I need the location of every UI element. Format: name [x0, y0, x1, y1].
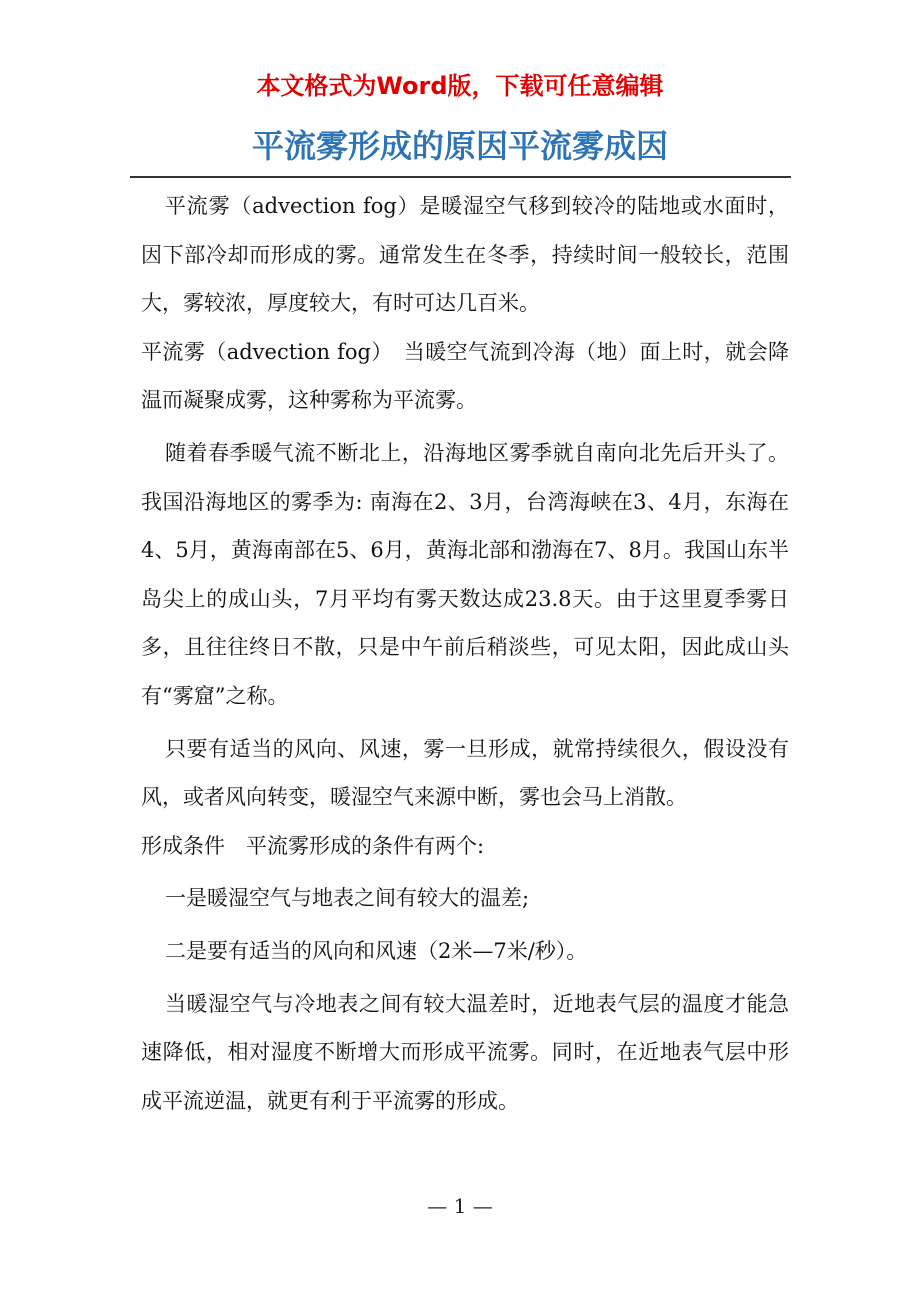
- paragraph-definition: 平流雾（advection fog） 当暖空气流到冷海（地）面上时，就会降温而凝聚成雾，这种雾称为平流雾。: [141, 339, 789, 413]
- paragraph-condition-one: 一是暖湿空气与地表之间有较大的温差;: [165, 886, 530, 911]
- paragraph-mechanism: 当暖湿空气与冷地表之间有较大温差时，近地表气层的温度才能急速降低，相对湿度不断增大而形成平流雾。同时，在近地表气层中形成平流逆温，就更有利于平流雾的形成。: [141, 991, 789, 1113]
- paragraph-fog-season: 随着春季暖气流不断北上，沿海地区雾季就自南向北先后开头了。我国沿海地区的雾季为: 南海在2、3月，台湾海峡在3、4月，东海在4、5月，黄海南部在5、6月，黄海北部和渤海在7、8月。我国山东半岛尖上的成山头，7月平均有雾天数达成23.8天。由于这里夏季雾日多，且往往终日不散，只是中午前后稍淡些，可见太阳，因此成山头有“雾窟”之称。: [141, 440, 789, 708]
- paragraph-duration: 只要有适当的风向、风速，雾一旦形成，就常持续很久，假设没有风，或者风向转变，暖湿空气来源中断，雾也会马上消散。: [141, 736, 789, 810]
- paragraph-condition-two: 二是要有适当的风向和风速（2米—7米/秒）。: [165, 938, 588, 963]
- paragraph-intro: 平流雾（advection fog）是暖湿空气移到较冷的陆地或水面时，因下部冷却而形成的雾。通常发生在冬季，持续时间一般较长，范围大，雾较浓，厚度较大，有时可达几百米。: [141, 194, 789, 316]
- document-body: [141, 182, 789, 1125]
- document-title: 平流雾形成的原因平流雾成因: [251, 127, 668, 165]
- title-divider: [130, 176, 791, 178]
- format-banner: 本文格式为Word版，下载可任意编辑: [256, 72, 664, 100]
- paragraph-conditions-heading: 形成条件 平流雾形成的条件有两个:: [141, 833, 485, 858]
- page-number: — 1 —: [427, 1194, 493, 1218]
